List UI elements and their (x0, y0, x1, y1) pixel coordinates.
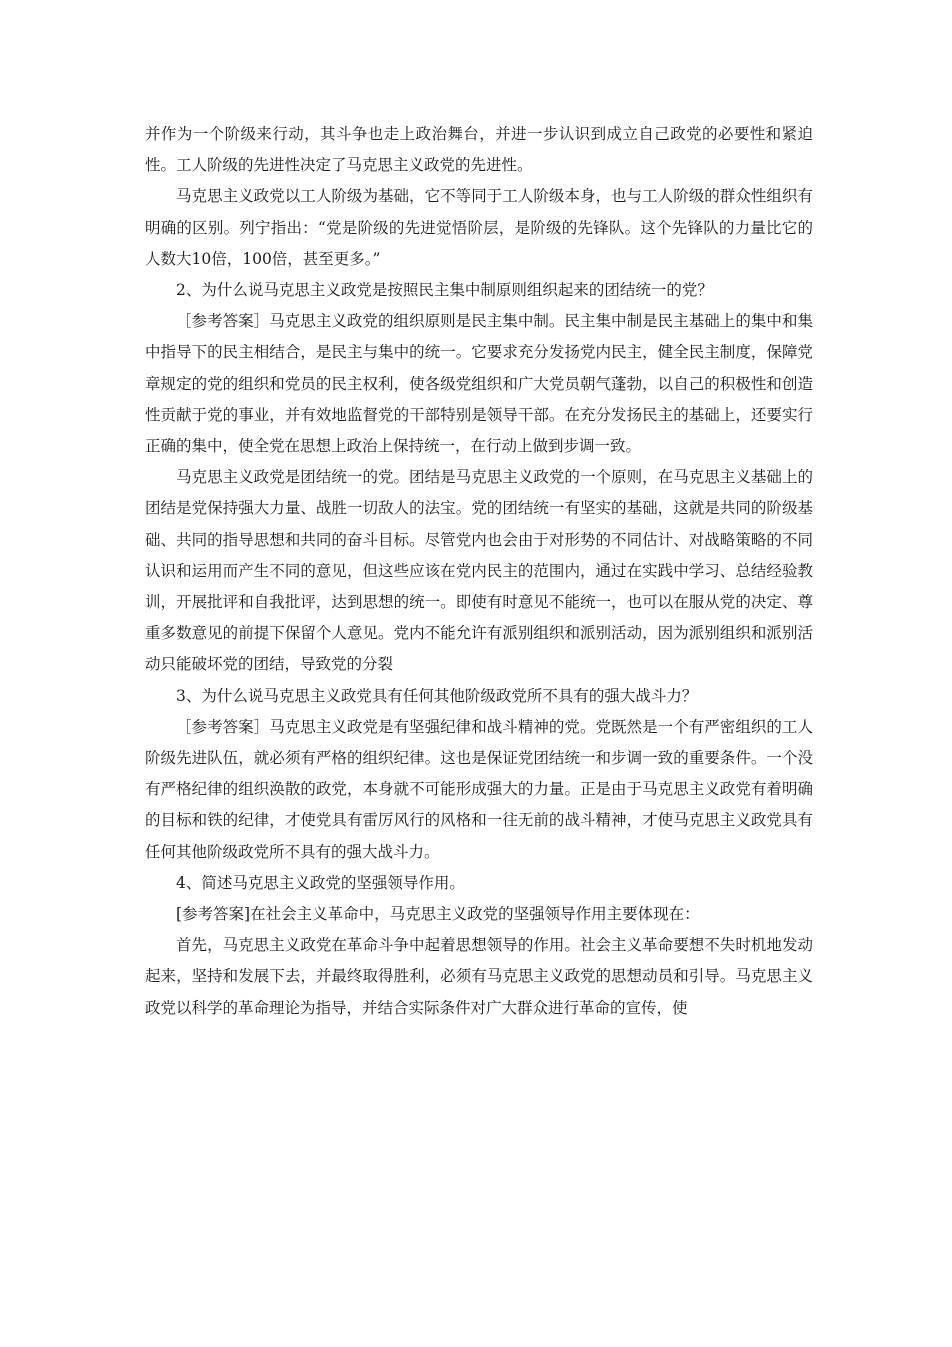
answer-2-paragraph-1: ［参考答案］马克思主义政党的组织原则是民主集中制。民主集中制是民主基础上的集中和集中指导下的民主相结合，是民主与集中的统一。它要求充分发扬党内民主，健全民主制度，保障党章规定的党的组织和党员的民主权利，使各级党组织和广大党员朝气蓬勃，以自己的积极性和创造性贡献于党的事业，并有效地监督党的干部特别是领导干部。在充分发扬民主的基础上，还要实行正确的集中，使全党在思想上政治上保持统一，在行动上做到步调一致。 (145, 312, 813, 456)
answer-2-paragraph-2: 马克思主义政党是团结统一的党。团结是马克思主义政党的一个原则，在马克思主义基础上的团结是党保持强大力量、战胜一切敌人的法宝。党的团结统一有坚实的基础，这就是共同的阶级基础、共同的指导思想和共同的奋斗目标。尽管党内也会由于对形势的不同估计、对战略策略的不同认识和运用而产生不同的意见，但这些应该在党内民主的范围内，通过在实践中学习、总结经验教训，开展批评和自我批评，达到思想的统一。即使有时意见不能统一，也可以在服从党的决定、尊重多数意见的前提下保留个人意见。党内不能允许有派别组织和派别活动，因为派别组织和派别活动只能破坏党的团结，导致党的分裂 (145, 468, 813, 674)
paragraph-party-basis: 马克思主义政党以工人阶级为基础，它不等同于工人阶级本身，也与工人阶级的群众性组织有明确的区别。列宁指出：“党是阶级的先进觉悟阶层，是阶级的先锋队。这个先锋队的力量比它的人数大10倍，100倍，甚至更多。” (145, 187, 813, 268)
answer-3-paragraph: ［参考答案］马克思主义政党是有坚强纪律和战斗精神的党。党既然是一个有严密组织的工人阶级先进队伍，就必须有严格的组织纪律。这也是保证党团结统一和步调一致的重要条件。一个没有严格纪律的组织涣散的政党，本身就不可能形成强大的力量。正是由于马克思主义政党有着明确的目标和铁的纪律，才使党具有雷厉风行的风格和一往无前的战斗精神，才使马克思主义政党具有任何其他阶级政党所不具有的强大战斗力。 (145, 717, 813, 861)
document-body (145, 119, 813, 1024)
question-2-heading: 2、为什么说马克思主义政党是按照民主集中制原则组织起来的团结统一的党？ (176, 281, 713, 300)
paragraph-continuation: 并作为一个阶级来行动，其斗争也走上政治舞台，并进一步认识到成立自己政党的必要性和紧迫性。工人阶级的先进性决定了马克思主义政党的先进性。 (145, 125, 813, 175)
question-3-heading: 3、为什么说马克思主义政党具有任何其他阶级政党所不具有的强大战斗力？ (176, 686, 698, 705)
answer-4-paragraph-1: 首先，马克思主义政党在革命斗争中起着思想领导的作用。社会主义革命要想不失时机地发动起来，坚持和发展下去，并最终取得胜利，必须有马克思主义政党的思想动员和引导。马克思主义政党以科学的革命理论为指导，并结合实际条件对广大群众进行革命的宣传，使 (145, 936, 813, 1017)
question-4-heading: 4、简述马克思主义政党的坚强领导作用。 (176, 873, 465, 892)
answer-4-intro: [参考答案]在社会主义革命中，马克思主义政党的坚强领导作用主要体现在： (176, 905, 700, 924)
